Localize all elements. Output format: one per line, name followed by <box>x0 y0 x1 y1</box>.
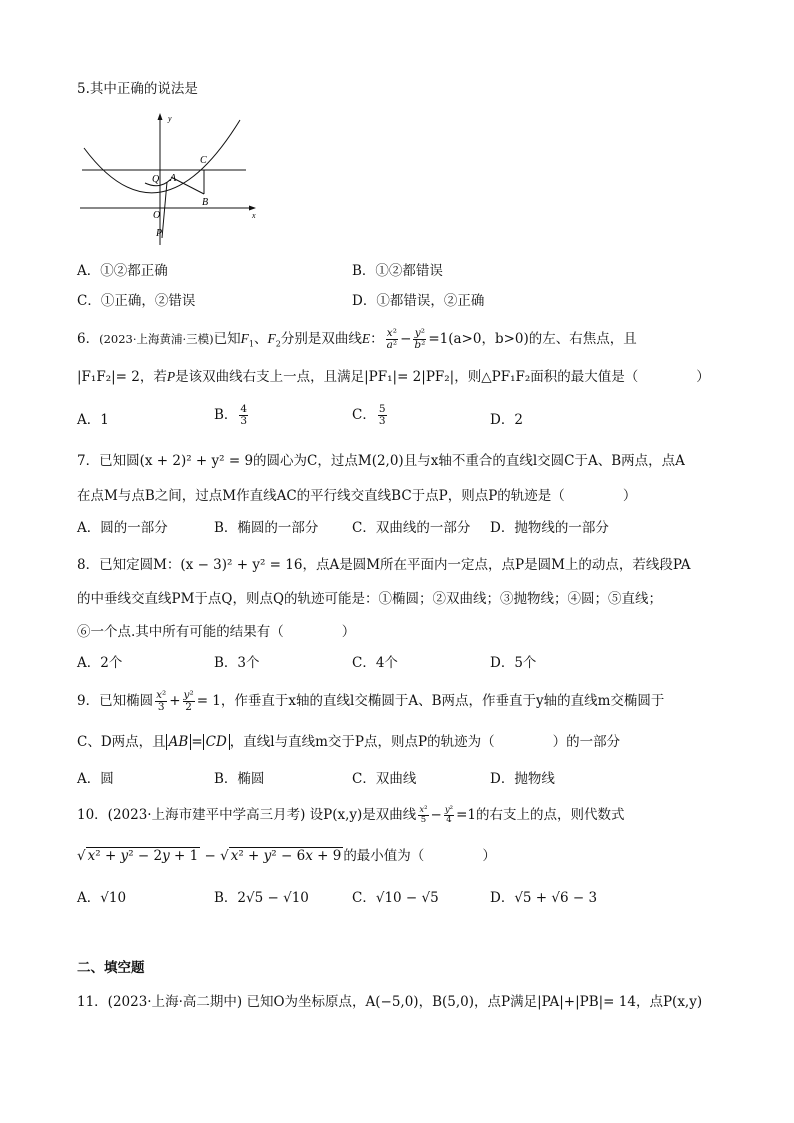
q8-option-c[interactable]: C．4个 <box>352 655 398 671</box>
q8-option-b[interactable]: B．3个 <box>214 655 260 671</box>
label-c: C <box>200 155 207 166</box>
q10-line-1: 10．(2023·上海市建平中学高三月考) 设P(x,y)是双曲线 $\frac{\text{x²}}{5}$ − $\frac{\text{y²}}{4}$ =1的右支上的点，则代数式 <box>77 805 625 825</box>
y-axis-arrow <box>158 113 163 120</box>
q10-line-2: √ x² + y² − 2y + 1 − √ x² + y² − 6x + 9 的最小值为（ ） <box>77 848 496 864</box>
label-o: O <box>153 210 161 221</box>
q6-line-1: 6．(2023·上海黄浦·三模)已知$F_1$、$F_2$分别是双曲线E： $\frac{\text{x²}}{\text{a²}}$ − $\frac{\text{y²}}{\text{b²}}$ =1(a>0，b>0)的左、右焦点，且 <box>77 327 637 351</box>
q9-option-c[interactable]: C．双曲线 <box>352 771 417 787</box>
label-p: P <box>156 228 163 239</box>
q10-option-c[interactable]: C．√10 − √5 <box>352 890 439 906</box>
q7-option-c[interactable]: C．双曲线的一部分 <box>352 520 471 536</box>
q5-stem-tail: 5.其中正确的说法是 <box>77 81 198 97</box>
q5-option-d[interactable]: D．①都错误，②正确 <box>352 293 485 309</box>
parabola-curve <box>84 120 240 193</box>
q9-line-1: 9．已知椭圆 $\frac{\text{x²}}{3}$ + $\frac{\text{y²}}{2}$ = 1，作垂直于x轴的直线l交椭圆于A、B两点，作垂直于y轴的直线m交椭圆于 <box>77 689 665 713</box>
q6-option-b[interactable]: B． $\frac{4}{3}$ <box>214 403 248 427</box>
q8-line-1: 8．已知定圆M：(x − 3)² + y² = 16，点A是圆M所在平面内一定点，点P是圆M上的动点，若线段PA <box>77 557 691 573</box>
q5-option-c[interactable]: C．①正确，②错误 <box>77 293 196 309</box>
label-y: y <box>168 114 172 123</box>
q9-option-a[interactable]: A．圆 <box>77 771 114 787</box>
label-q: Q <box>152 174 160 185</box>
q11-line-1: 11．(2023·上海·高二期中) 已知O为坐标原点，A(−5,0)，B(5,0)，点P满足|PA|+|PB|= 14，点P(x,y) <box>77 994 703 1010</box>
q7-line-1: 7．已知圆(x + 2)² + y² = 9的圆心为C，过点M(2,0)且与x轴不重合的直线l交圆C于A、B两点，点A <box>77 453 685 469</box>
q8-option-d[interactable]: D．5个 <box>490 655 537 671</box>
section-heading-fill-in: 二、填空题 <box>77 960 145 976</box>
q8-option-a[interactable]: A．2个 <box>77 655 123 671</box>
q10-option-d[interactable]: D．√5 + √6 − 3 <box>490 890 598 906</box>
q7-line-2: 在点M与点B之间，过点M作直线AC的平行线交直线BC于点P，则点P的轨迹是（ ） <box>77 488 637 504</box>
q9-option-b[interactable]: B．椭圆 <box>214 771 265 787</box>
q7-option-b[interactable]: B．椭圆的一部分 <box>214 520 319 536</box>
q10-option-b[interactable]: B．2√5 − √10 <box>214 890 309 906</box>
label-a: A <box>170 173 177 184</box>
q8-line-3: ⑥一个点.其中所有可能的结果有（ ） <box>77 624 356 640</box>
q9-line-2: C、D两点，且 AB = CD ，直线l与直线m交于P点，则点P的轨迹为（ ）的一部分 <box>77 734 621 750</box>
q6-option-c[interactable]: C． $\frac{5}{3}$ <box>352 403 386 427</box>
q7-option-d[interactable]: D．抛物线的一部分 <box>490 520 609 536</box>
q6-line-2: |F₁F₂|= 2，若P是该双曲线右支上一点，且满足|PF₁|= 2|PF₂|，则△PF₁F₂面积的最大值是（ ） <box>77 369 710 385</box>
parabola-figure <box>76 110 266 250</box>
q6-option-a[interactable]: A．1 <box>77 412 109 428</box>
segment-pa <box>162 182 167 238</box>
label-b: B <box>202 197 209 208</box>
q6-option-d[interactable]: D．2 <box>490 412 523 428</box>
q9-option-d[interactable]: D．抛物线 <box>490 771 555 787</box>
q7-option-a[interactable]: A．圆的一部分 <box>77 520 168 536</box>
x-axis-arrow <box>249 206 256 211</box>
q8-line-2: 的中垂线交直线PM于点Q，则点Q的轨迹可能是：①椭圆；②双曲线；③抛物线；④圆；⑤直线； <box>77 591 663 607</box>
q5-option-b[interactable]: B．①②都错误 <box>352 263 443 279</box>
q10-option-a[interactable]: A．√10 <box>77 890 127 906</box>
label-x: x <box>252 211 256 220</box>
q5-option-a[interactable]: A．①②都正确 <box>77 263 168 279</box>
